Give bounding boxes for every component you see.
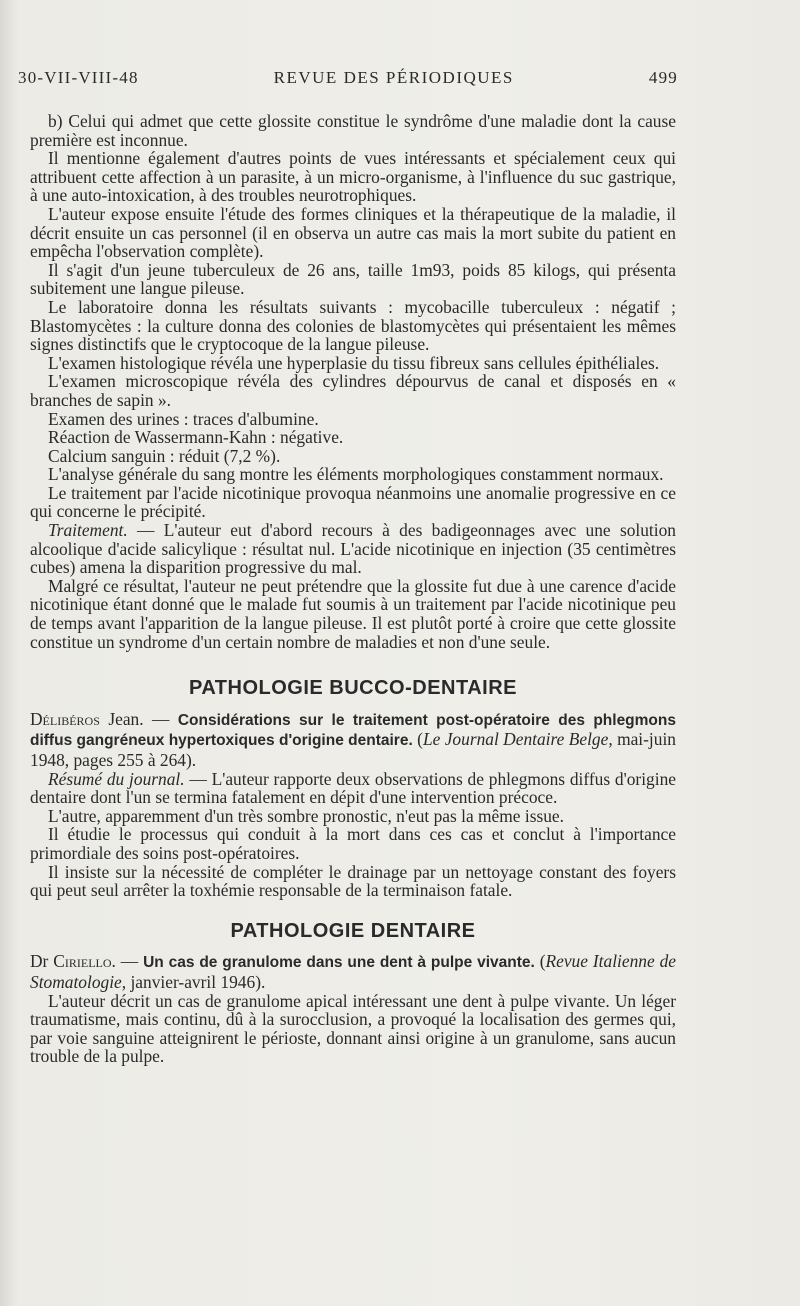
resume-label: Résumé du journal. <box>48 768 185 789</box>
author-first: Jean. — <box>99 708 178 729</box>
section-heading-bucco-dentaire: PATHOLOGIE BUCCO-DENTAIRE <box>188 677 518 700</box>
running-header <box>18 68 678 88</box>
paragraph: L'autre, apparemment d'un très sombre pronostic, n'eut pas la même issue. <box>48 805 564 826</box>
author-prefix: Dr <box>30 951 54 972</box>
journal-details: janvier-avril 1946). <box>126 971 266 992</box>
paren: ( <box>412 729 423 750</box>
paragraph: Réaction de Wassermann-Kahn : négative. <box>48 427 344 448</box>
article-body <box>30 112 676 1066</box>
paren: ( <box>534 951 546 972</box>
paragraph: Calcium sanguin : réduit (7,2 %). <box>48 445 281 466</box>
paragraph: Il étudie le processus qui conduit à la mort dans ces cas et conclut à l'importance primordiale des soins post-opératoires. <box>30 824 676 863</box>
paragraph-traitement <box>30 521 676 577</box>
paragraph: Il mentionne également d'autres points de vues intéressants et spécialement ceux qui attribuent cette affection à un parasite, à un micro-organisme, à l'influence du suc gastrique, à une auto-intoxication, à des troubles neurotrophiques. <box>30 148 676 206</box>
paragraph: L'examen histologique révéla une hyperplasie du tissu fibreux sans cellules épithéliales. <box>48 352 660 373</box>
paragraph: b) Celui qui admet que cette glossite constitue le syndrôme d'une maladie dont la cause première est inconnue. <box>30 111 676 150</box>
traitement-text: — L'auteur eut d'abord recours à des badigeonnages avec une solution alcoolique d'acide salicylique : résultat nul. L'acide nicotinique en injection (35 centimètres cubes) amena la disparition progressive du mal. <box>30 520 676 578</box>
paragraph: L'auteur expose ensuite l'étude des formes cliniques et la thérapeutique de la maladie, il décrit ensuite un cas personnel (il en observa un autre cas mais la mort subite du patient en empêcha l'observation complète). <box>30 203 676 262</box>
paragraph: L'examen microscopique révéla des cylindres dépourvus de canal et disposés en « branches de sapin ». <box>30 371 676 410</box>
article-title: Un cas de granulome dans une dent à pulpe vivante. <box>143 954 535 972</box>
author-sep: . — <box>111 951 144 972</box>
reference-ciriello <box>30 952 676 991</box>
reference-deliberos <box>30 710 676 770</box>
paragraph: Le traitement par l'acide nicotinique provoqua néanmoins une anomalie progressive en ce qui concerne le précipité. <box>30 482 676 522</box>
paragraph: Le laboratoire donna les résultats suivants : mycobacille tuberculeux : négatif ; Blastomycètes : la culture donna des colonies de blastomycètes qui présentaient les mêmes signes distinctifs que le cryptocoque de la langue pileuse. <box>30 296 676 355</box>
paragraph: Examen des urines : traces d'albumine. <box>48 408 319 429</box>
paragraph: Il insiste sur la nécessité de compléter le drainage par un nettoyage constant des foyers qui peut seul arrêter la toxhémie responsable de la terminaison fatale. <box>30 861 676 901</box>
section-heading-dentaire: PATHOLOGIE DENTAIRE <box>230 919 476 942</box>
paragraph: Malgré ce résultat, l'auteur ne peut prétendre que la glossite fut due à une carence d'acide nicotinique étant donné que le malade fut soumis à un traitement par l'acide nicotinique peu de temps avant l'apparition de la langue pileuse. Il est plutôt porté à croire que cette glossite constitue un syndrome d'un certain nombre de maladies et non d'une seule. <box>30 575 676 652</box>
journal-name: Revue Italienne de Stomatologie, <box>30 951 677 992</box>
header-date: 30-VII-VIII-48 <box>18 68 139 87</box>
journal-name: Le Journal Dentaire Belge, <box>422 729 613 750</box>
paragraph: Il s'agit d'un jeune tuberculeux de 26 ans, taille 1m93, poids 85 kilogs, qui présenta subitement une langue pileuse. <box>30 259 676 299</box>
paragraph: L'auteur décrit un cas de granulome apical intéressant une dent à pulpe vivante. Un léger traumatisme, mais continu, dû à la surocclusion, a provoqué la localisation des germes qui, par voie sanguine atteignirent le périoste, donnant ainsi origine à un granulome, sans aucun trouble de la pulpe. <box>30 990 676 1067</box>
journal-details: mai-juin 1948, pages 255 à 264). <box>30 729 676 770</box>
article-title: Considérations sur le traitement post-opératoire des phlegmons diffus gangréneux hypertoxiques d'origine dentaire. <box>30 711 676 750</box>
page-number: 499 <box>648 68 678 87</box>
traitement-label: Traitement. <box>48 520 128 541</box>
author-name: Délibéros <box>30 708 100 729</box>
author-name: Ciriello <box>53 951 112 972</box>
resume-text: — L'auteur rapporte deux observations de phlegmons diffus d'origine dentaire dont l'un se termina fatalement en dépit d'une intervention précoce. <box>30 768 676 808</box>
header-title: REVUE DES PÉRIODIQUES <box>273 68 514 87</box>
paragraph: L'analyse générale du sang montre les éléments morphologiques constamment normaux. <box>48 464 664 485</box>
paragraph-resume <box>30 770 676 807</box>
